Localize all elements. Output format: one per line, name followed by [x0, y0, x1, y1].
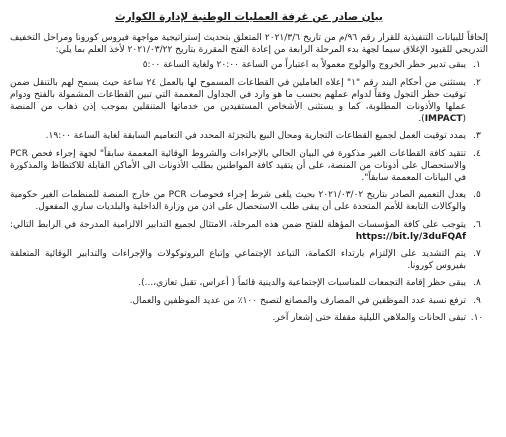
list-item: [10, 219, 488, 243]
item-text: يبقى حظر إقامة التجمعات للمناسبات الإجتماعية والدينية قائماً ( أعراس، تقبل تعازي،...).: [138, 278, 466, 289]
item-number: ٦.: [473, 219, 481, 230]
item-text: يتوجب على كافة المؤسسات المؤهلة للفتح ضمن هذه المرحلة، الامتثال لجميع التدابير الالزامية المدرجة في الرابط التالي:: [10, 219, 466, 230]
item-text-end: ).: [418, 114, 425, 125]
list-item: [10, 295, 488, 307]
item-text: يمدد توقيت العمل لجميع القطاعات التجارية ومحال البيع بالتجزئة المحدد في التعاميم السابقة لغاية الساعة ١٩:٠٠.: [45, 131, 466, 142]
item-text: يتم التشديد على الإلتزام بارتداء الكمامة، التباعد الإجتماعي وإتباع البروتوكولات والإجراءات والتدابير الوقائية المتعلقة بفيروس كورونا.: [10, 249, 466, 272]
item-text-wrapper: [10, 77, 466, 126]
document-title: بيان صادر عن غرفة العمليات الوطنية لإدارة الكوارث: [115, 11, 383, 23]
item-number: ٥.: [473, 190, 481, 201]
measures-link[interactable]: https://bit.ly/3duFQAf: [355, 231, 466, 242]
intro-paragraph: إلحاقاً للبيانات التنفيذية للقرار رقم ٩٦/م من تاريخ ٢٠٢١/٣/٦ المتعلق بتحديث إستراتيجية مواجهة فيروس كورونا ومراحل التخفيف التدريجي للقيود الإغلاق سيما لجهة بدء المرحلة الرابعة من إعادة الفتح المقررة بتاريخ ٢٠٢١/٠٣/٢٢ لأخذ العلم بما يلي:: [10, 33, 488, 56]
item-text: تبقى الحانات والملاهي الليلية مقفلة حتى إشعار آخر.: [272, 312, 466, 323]
list-item: [10, 77, 488, 126]
item-number: ٩.: [473, 295, 481, 306]
item-number: ٧.: [473, 249, 481, 260]
list-item: [10, 148, 488, 185]
item-text-wrapper: [10, 219, 466, 243]
list-item: [10, 277, 488, 289]
item-number: ٣.: [473, 131, 481, 142]
item-text: ترفع نسبة عدد الموظفين في المصارف والمصانع لتصبح ١٠٠٪ من عديد الموظفين والعمال.: [129, 295, 466, 306]
item-number: ١.: [473, 60, 481, 71]
item-number: ٤.: [473, 148, 481, 159]
item-number: ١٠.: [470, 312, 484, 323]
item-text: يعدل التعميم الصادر بتاريخ ٢٠٢١/٠٣/٠٢ بحيث يلغى شرط إجراء فحوصات PCR من خارج المنصة للمنظمات الغير حكومية والوكالات التابعة للأمم المتحدة على أن يبقى طلب الاستحصال على اذن من وزارة الداخلية والبلديات ساري المفعول.: [10, 190, 467, 213]
item-number: ٨.: [473, 278, 481, 289]
item-number: ٢.: [473, 77, 481, 88]
list-item: [10, 189, 488, 213]
item-text: تتقيد كافة القطاعات الغير مذكورة في البيان الحالي بالإجراءات والشروط الوقائية المعممة سابقاً" لجهة إجراء فحص PCR والاستحصال على أذونات من المنصة، على أن يتقيد كافة المواطنين بطلب الأذونات الى الأماكن القابلة للاكتظاظ والمذكورة في البيانات المعممة سابقاً".: [10, 148, 466, 184]
list-item: [10, 312, 488, 324]
statement-list: [10, 59, 488, 324]
platform-name: IMPACT: [424, 114, 463, 125]
item-text: يبقى تدبير حظر الخروج والولوج معمولاً به اعتباراً من الساعة ٢٠:٠٠ ولغاية الساعة ٥:٠٠: [142, 60, 466, 71]
list-item: [10, 59, 488, 71]
list-item: [10, 248, 488, 272]
list-item: [10, 130, 488, 142]
item-text: يستثنى من أحكام البند رقم "١" إعلاه العاملين في القطاعات المسموح لها بالعمل ٢٤ ساعة حيث يسمح لهم بالتنقل ضمن توقيت حظر التجول وفقاً لدوام عملهم بحسب ما هو وارد في الجداول المعممة التي تبين القطاعات المشمولة بالفتح ودوام عملها والأذونات المطلوبة، كما و يستثنى الأشخاص المستفيدين من خدماتها المتنقلين بموجب إذن ذهاب من المنصة (: [10, 77, 466, 125]
